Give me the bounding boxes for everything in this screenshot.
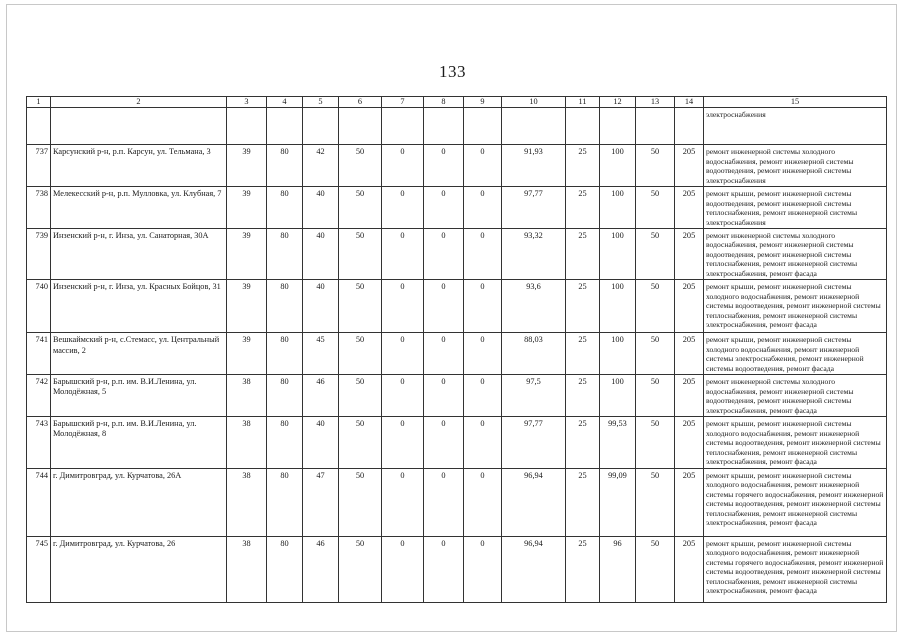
value-cell: 0 <box>382 468 424 536</box>
value-cell: 47 <box>303 468 339 536</box>
value-cell: 205 <box>675 417 704 468</box>
table-row <box>27 417 887 468</box>
value-cell: 0 <box>464 145 502 187</box>
address-cell: Вешкаймский р-н, с.Стемасс, ул. Центральный массив, 2 <box>51 333 227 375</box>
table-row <box>27 187 887 229</box>
value-cell: 38 <box>227 468 267 536</box>
value-cell: 97,77 <box>502 187 566 229</box>
value-cell: 0 <box>424 333 464 375</box>
value-cell: 50 <box>339 228 382 279</box>
row-number: 744 <box>27 468 51 536</box>
value-cell: 46 <box>303 375 339 417</box>
value-cell: 0 <box>424 280 464 333</box>
column-header: 11 <box>566 97 600 108</box>
value-cell: 38 <box>227 375 267 417</box>
value-cell: 80 <box>267 468 303 536</box>
column-header: 15 <box>704 97 887 108</box>
value-cell: 45 <box>303 333 339 375</box>
value-cell: 42 <box>303 145 339 187</box>
value-cell: 0 <box>464 417 502 468</box>
value-cell: 39 <box>227 280 267 333</box>
value-cell: 0 <box>382 187 424 229</box>
works-cell: электроснабжения <box>704 108 887 145</box>
value-cell: 99,53 <box>600 417 636 468</box>
value-cell: 100 <box>600 187 636 229</box>
value-cell: 88,03 <box>502 333 566 375</box>
value-cell: 205 <box>675 228 704 279</box>
value-cell: 0 <box>424 187 464 229</box>
value-cell: 205 <box>675 187 704 229</box>
value-cell: 100 <box>600 333 636 375</box>
table-row <box>27 468 887 536</box>
value-cell: 80 <box>267 280 303 333</box>
value-cell: 40 <box>303 228 339 279</box>
value-cell: 0 <box>424 417 464 468</box>
value-cell: 40 <box>303 280 339 333</box>
value-cell: 25 <box>566 145 600 187</box>
value-cell: 91,93 <box>502 145 566 187</box>
value-cell: 50 <box>636 375 675 417</box>
value-cell: 50 <box>636 280 675 333</box>
value-cell: 0 <box>382 280 424 333</box>
value-cell: 205 <box>675 145 704 187</box>
address-cell: Карсунский р-н, р.п. Карсун, ул. Тельмана, 3 <box>51 145 227 187</box>
value-cell: 25 <box>566 536 600 602</box>
table-row <box>27 280 887 333</box>
value-cell: 80 <box>267 187 303 229</box>
works-cell: ремонт крыши, ремонт инженерной системы холодного водоснабжения, ремонт инженерной системы горячего водоснабжения, ремонт инженерной системы водоотведения, ремонт инженерной системы теплоснабжения, ремонт инженерной системы электроснабжения, ремонт фасада <box>704 468 887 536</box>
value-cell: 80 <box>267 228 303 279</box>
value-cell: 50 <box>636 145 675 187</box>
value-cell: 0 <box>424 228 464 279</box>
value-cell: 25 <box>566 468 600 536</box>
value-cell: 25 <box>566 333 600 375</box>
value-cell: 0 <box>382 536 424 602</box>
table-row <box>27 228 887 279</box>
column-header: 1 <box>27 97 51 108</box>
column-header: 10 <box>502 97 566 108</box>
column-header: 8 <box>424 97 464 108</box>
value-cell: 39 <box>227 333 267 375</box>
value-cell: 80 <box>267 417 303 468</box>
works-cell: ремонт крыши, ремонт инженерной системы холодного водоснабжения, ремонт инженерной системы водоотведения, ремонт инженерной системы теплоснабжения, ремонт инженерной системы электроснабжения, ремонт фасада <box>704 417 887 468</box>
value-cell: 0 <box>382 145 424 187</box>
value-cell: 205 <box>675 333 704 375</box>
address-cell: Барышский р-н, р.п. им. В.И.Ленина, ул. Молодёжная, 8 <box>51 417 227 468</box>
value-cell: 205 <box>675 280 704 333</box>
value-cell: 97,5 <box>502 375 566 417</box>
row-number: 738 <box>27 187 51 229</box>
column-header: 2 <box>51 97 227 108</box>
value-cell: 0 <box>424 145 464 187</box>
value-cell: 50 <box>339 375 382 417</box>
address-cell: Инзенский р-н, г. Инза, ул. Санаторная, 30А <box>51 228 227 279</box>
row-number: 743 <box>27 417 51 468</box>
row-number: 741 <box>27 333 51 375</box>
works-cell: ремонт инженерной системы холодного водоснабжения, ремонт инженерной системы водоотведения, ремонт инженерной системы электроснабжения, ремонт фасада <box>704 375 887 417</box>
column-header: 3 <box>227 97 267 108</box>
column-header: 14 <box>675 97 704 108</box>
row-number: 745 <box>27 536 51 602</box>
column-number-row <box>27 97 887 108</box>
value-cell: 40 <box>303 417 339 468</box>
value-cell: 0 <box>382 375 424 417</box>
column-header: 12 <box>600 97 636 108</box>
value-cell: 39 <box>227 145 267 187</box>
page-number: 133 <box>439 62 466 81</box>
row-number: 739 <box>27 228 51 279</box>
value-cell: 0 <box>382 228 424 279</box>
value-cell: 205 <box>675 468 704 536</box>
address-cell: Инзенский р-н, г. Инза, ул. Красных Бойцов, 31 <box>51 280 227 333</box>
row-number: 742 <box>27 375 51 417</box>
table-row <box>27 536 887 602</box>
value-cell: 25 <box>566 228 600 279</box>
value-cell: 96 <box>600 536 636 602</box>
value-cell: 0 <box>464 280 502 333</box>
column-header: 5 <box>303 97 339 108</box>
value-cell: 50 <box>636 228 675 279</box>
address-cell: Мелекесский р-н, р.п. Мулловка, ул. Клубная, 7 <box>51 187 227 229</box>
value-cell: 205 <box>675 536 704 602</box>
value-cell: 80 <box>267 145 303 187</box>
works-cell: ремонт крыши, ремонт инженерной системы холодного водоснабжения, ремонт инженерной системы водоотведения, ремонт инженерной системы теплоснабжения, ремонт инженерной системы электроснабжения, ремонт фасада <box>704 280 887 333</box>
value-cell: 100 <box>600 280 636 333</box>
value-cell: 0 <box>464 468 502 536</box>
value-cell: 50 <box>339 468 382 536</box>
value-cell: 50 <box>339 145 382 187</box>
value-cell: 39 <box>227 228 267 279</box>
column-header: 9 <box>464 97 502 108</box>
value-cell: 38 <box>227 536 267 602</box>
value-cell: 99,09 <box>600 468 636 536</box>
table-row <box>27 145 887 187</box>
value-cell: 25 <box>566 280 600 333</box>
value-cell: 50 <box>636 333 675 375</box>
value-cell: 46 <box>303 536 339 602</box>
value-cell: 50 <box>636 417 675 468</box>
value-cell: 80 <box>267 333 303 375</box>
value-cell: 80 <box>267 536 303 602</box>
value-cell: 0 <box>424 375 464 417</box>
works-cell: ремонт крыши, ремонт инженерной системы холодного водоснабжения, ремонт инженерной системы горячего водоснабжения, ремонт инженерной системы водоотведения, ремонт инженерной системы теплоснабжения, ремонт инженерной системы электроснабжения, ремонт фасада <box>704 536 887 602</box>
works-cell: ремонт инженерной системы холодного водоснабжения, ремонт инженерной системы водоотведения, ремонт инженерной системы электроснабжения <box>704 145 887 187</box>
value-cell: 50 <box>636 536 675 602</box>
register-table <box>26 96 887 603</box>
value-cell: 40 <box>303 187 339 229</box>
carry-over-row <box>27 108 887 145</box>
value-cell: 0 <box>424 468 464 536</box>
value-cell: 100 <box>600 228 636 279</box>
value-cell: 50 <box>339 280 382 333</box>
works-cell: ремонт крыши, ремонт инженерной системы холодного водоснабжения, ремонт инженерной системы электроснабжения, ремонт инженерной системы водоотведения, ремонт фасада <box>704 333 887 375</box>
value-cell: 80 <box>267 375 303 417</box>
value-cell: 97,77 <box>502 417 566 468</box>
value-cell: 50 <box>339 536 382 602</box>
address-cell: г. Димитровград, ул. Курчатова, 26 <box>51 536 227 602</box>
value-cell: 96,94 <box>502 468 566 536</box>
value-cell: 100 <box>600 145 636 187</box>
row-number: 737 <box>27 145 51 187</box>
value-cell: 96,94 <box>502 536 566 602</box>
value-cell: 0 <box>464 536 502 602</box>
works-cell: ремонт крыши, ремонт инженерной системы водоотведения, ремонт инженерной системы теплоснабжения, ремонт инженерной системы электроснабжения <box>704 187 887 229</box>
value-cell: 100 <box>600 375 636 417</box>
works-cell: ремонт инженерной системы холодного водоснабжения, ремонт инженерной системы водоотведения, ремонт инженерной системы теплоснабжения, ремонт инженерной системы электроснабжения, ремонт фасада <box>704 228 887 279</box>
value-cell: 93,32 <box>502 228 566 279</box>
table-row <box>27 375 887 417</box>
address-cell: Барышский р-н, р.п. им. В.И.Ленина, ул. Молодёжная, 5 <box>51 375 227 417</box>
value-cell: 0 <box>464 187 502 229</box>
value-cell: 39 <box>227 187 267 229</box>
value-cell: 50 <box>636 468 675 536</box>
value-cell: 0 <box>382 417 424 468</box>
row-number: 740 <box>27 280 51 333</box>
column-header: 4 <box>267 97 303 108</box>
column-header: 7 <box>382 97 424 108</box>
value-cell: 93,6 <box>502 280 566 333</box>
value-cell: 0 <box>424 536 464 602</box>
value-cell: 50 <box>339 417 382 468</box>
value-cell: 0 <box>464 333 502 375</box>
value-cell: 0 <box>464 375 502 417</box>
value-cell: 0 <box>464 228 502 279</box>
value-cell: 0 <box>382 333 424 375</box>
value-cell: 25 <box>566 375 600 417</box>
column-header: 6 <box>339 97 382 108</box>
value-cell: 38 <box>227 417 267 468</box>
value-cell: 50 <box>339 187 382 229</box>
value-cell: 205 <box>675 375 704 417</box>
table-row <box>27 333 887 375</box>
column-header: 13 <box>636 97 675 108</box>
value-cell: 25 <box>566 187 600 229</box>
address-cell: г. Димитровград, ул. Курчатова, 26А <box>51 468 227 536</box>
value-cell: 50 <box>339 333 382 375</box>
value-cell: 50 <box>636 187 675 229</box>
value-cell: 25 <box>566 417 600 468</box>
